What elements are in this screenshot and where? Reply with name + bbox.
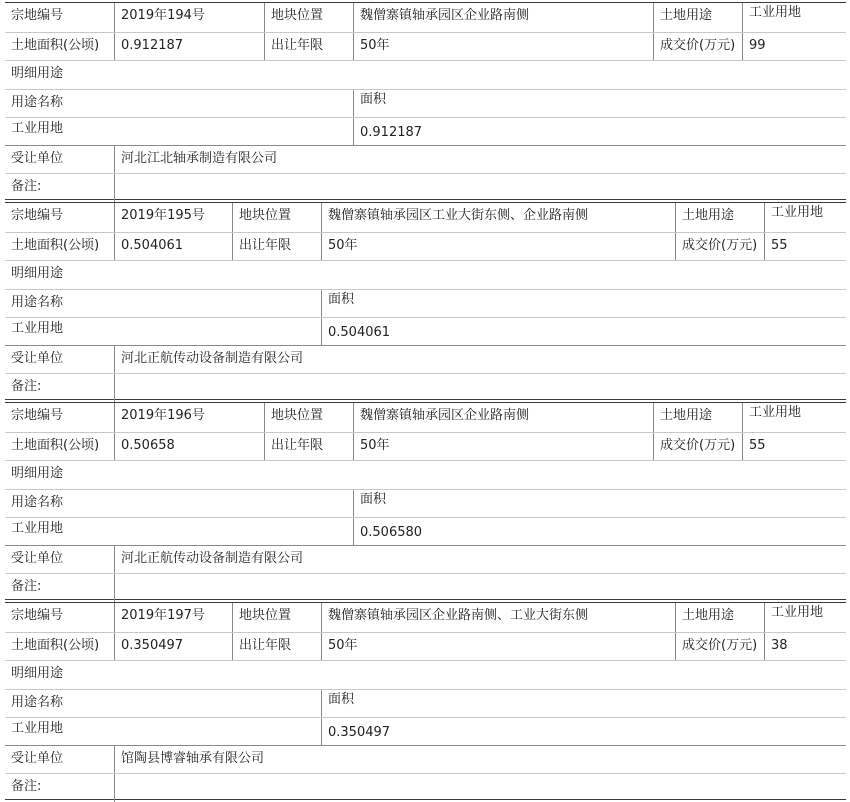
table-row xyxy=(5,603,846,632)
area-value: 0.50658 xyxy=(114,433,264,461)
detail-area-header: 面积 xyxy=(321,290,846,318)
table-row xyxy=(5,660,846,689)
table-row xyxy=(5,517,846,545)
table-row xyxy=(5,89,846,117)
table-row xyxy=(5,317,846,345)
area-value: 0.350497 xyxy=(114,633,232,661)
detail-area-value: 0.506580 xyxy=(353,518,846,546)
table-row xyxy=(5,460,846,489)
location-value: 魏僧寨镇轴承园区工业大街东侧、企业路南侧 xyxy=(321,203,675,232)
table-row xyxy=(5,117,846,145)
term-label: 出让年限 xyxy=(232,633,321,661)
table-row xyxy=(5,773,846,801)
use-name-value: 工业用地 xyxy=(11,721,64,736)
parcel-table xyxy=(5,602,846,800)
table-row xyxy=(5,632,846,660)
term-value: 50年 xyxy=(321,633,675,661)
area-label: 土地面积(公顷) xyxy=(11,638,100,653)
use-name-value: 工业用地 xyxy=(11,121,64,136)
location-value: 魏僧寨镇轴承园区企业路南侧 xyxy=(353,403,653,432)
detail-area-header: 面积 xyxy=(353,490,846,518)
land-use-label: 土地用途 xyxy=(675,203,764,232)
grantee-value: 馆陶县博睿轴承有限公司 xyxy=(114,746,846,774)
price-label: 成交价(万元) xyxy=(653,433,742,461)
table-row xyxy=(5,3,846,32)
parcel-no-value: 2019年196号 xyxy=(114,403,264,432)
land-use-label: 土地用途 xyxy=(675,603,764,632)
use-name-header: 用途名称 xyxy=(11,295,64,310)
parcel-table xyxy=(5,402,846,600)
table-row xyxy=(5,373,846,401)
location-label: 地块位置 xyxy=(264,3,353,32)
price-value: 55 xyxy=(742,433,846,461)
grantee-label: 受让单位 xyxy=(11,751,64,766)
area-value: 0.504061 xyxy=(114,233,232,261)
detail-use-header: 明细用途 xyxy=(11,266,64,281)
detail-area-value: 0.504061 xyxy=(321,318,846,346)
term-label: 出让年限 xyxy=(264,433,353,461)
use-name-header: 用途名称 xyxy=(11,495,64,510)
detail-area-value: 0.350497 xyxy=(321,718,846,746)
use-name-value: 工业用地 xyxy=(11,321,64,336)
land-use-label: 土地用途 xyxy=(653,3,742,32)
parcel-no-label: 宗地编号 xyxy=(11,408,64,423)
term-label: 出让年限 xyxy=(232,233,321,261)
table-row xyxy=(5,173,846,201)
table-row xyxy=(5,573,846,601)
price-value: 38 xyxy=(764,633,846,661)
grantee-value: 河北正航传动设备制造有限公司 xyxy=(114,346,846,374)
detail-use-header: 明细用途 xyxy=(11,466,64,481)
parcel-no-label: 宗地编号 xyxy=(11,208,64,223)
remark-label: 备注: xyxy=(11,779,42,794)
detail-area-header: 面积 xyxy=(353,90,846,118)
table-row xyxy=(5,489,846,517)
table-row xyxy=(5,32,846,60)
grantee-label: 受让单位 xyxy=(11,151,64,166)
table-row xyxy=(5,403,846,432)
location-label: 地块位置 xyxy=(232,203,321,232)
grantee-value: 河北江北轴承制造有限公司 xyxy=(114,146,846,174)
parcel-no-label: 宗地编号 xyxy=(11,608,64,623)
remark-label: 备注: xyxy=(11,379,42,394)
table-row xyxy=(5,260,846,289)
price-value: 99 xyxy=(742,33,846,61)
remark-label: 备注: xyxy=(11,579,42,594)
remark-value xyxy=(114,174,846,202)
location-label: 地块位置 xyxy=(264,403,353,432)
grantee-label: 受让单位 xyxy=(11,351,64,366)
price-label: 成交价(万元) xyxy=(675,633,764,661)
land-use-value: 工业用地 xyxy=(742,403,846,432)
land-use-value: 工业用地 xyxy=(742,3,846,32)
detail-area-header: 面积 xyxy=(321,690,846,718)
grantee-value: 河北正航传动设备制造有限公司 xyxy=(114,546,846,574)
price-label: 成交价(万元) xyxy=(653,33,742,61)
use-name-header: 用途名称 xyxy=(11,695,64,710)
parcel-no-value: 2019年195号 xyxy=(114,203,232,232)
remark-value xyxy=(114,774,846,802)
location-label: 地块位置 xyxy=(232,603,321,632)
table-row xyxy=(5,145,846,173)
land-use-label: 土地用途 xyxy=(653,403,742,432)
detail-use-header: 明细用途 xyxy=(11,666,64,681)
parcel-no-value: 2019年194号 xyxy=(114,3,264,32)
remark-value xyxy=(114,574,846,602)
detail-use-header: 明细用途 xyxy=(11,66,64,81)
area-label: 土地面积(公顷) xyxy=(11,438,100,453)
term-value: 50年 xyxy=(353,33,653,61)
table-row xyxy=(5,60,846,89)
area-value: 0.912187 xyxy=(114,33,264,61)
table-row xyxy=(5,232,846,260)
table-row xyxy=(5,689,846,717)
table-row xyxy=(5,203,846,232)
table-row xyxy=(5,545,846,573)
location-value: 魏僧寨镇轴承园区企业路南侧、工业大街东侧 xyxy=(321,603,675,632)
area-label: 土地面积(公顷) xyxy=(11,238,100,253)
location-value: 魏僧寨镇轴承园区企业路南侧 xyxy=(353,3,653,32)
grantee-label: 受让单位 xyxy=(11,551,64,566)
table-row xyxy=(5,345,846,373)
parcel-table xyxy=(5,2,846,200)
term-value: 50年 xyxy=(353,433,653,461)
term-label: 出让年限 xyxy=(264,33,353,61)
use-name-header: 用途名称 xyxy=(11,95,64,110)
area-label: 土地面积(公顷) xyxy=(11,38,100,53)
land-use-value: 工业用地 xyxy=(764,203,846,232)
parcel-table xyxy=(5,202,846,400)
table-row xyxy=(5,289,846,317)
price-label: 成交价(万元) xyxy=(675,233,764,261)
table-row xyxy=(5,745,846,773)
term-value: 50年 xyxy=(321,233,675,261)
table-row xyxy=(5,717,846,745)
remark-value xyxy=(114,374,846,402)
remark-label: 备注: xyxy=(11,179,42,194)
land-use-value: 工业用地 xyxy=(764,603,846,632)
parcel-no-value: 2019年197号 xyxy=(114,603,232,632)
table-row xyxy=(5,432,846,460)
use-name-value: 工业用地 xyxy=(11,521,64,536)
parcel-no-label: 宗地编号 xyxy=(11,8,64,23)
price-value: 55 xyxy=(764,233,846,261)
detail-area-value: 0.912187 xyxy=(353,118,846,146)
